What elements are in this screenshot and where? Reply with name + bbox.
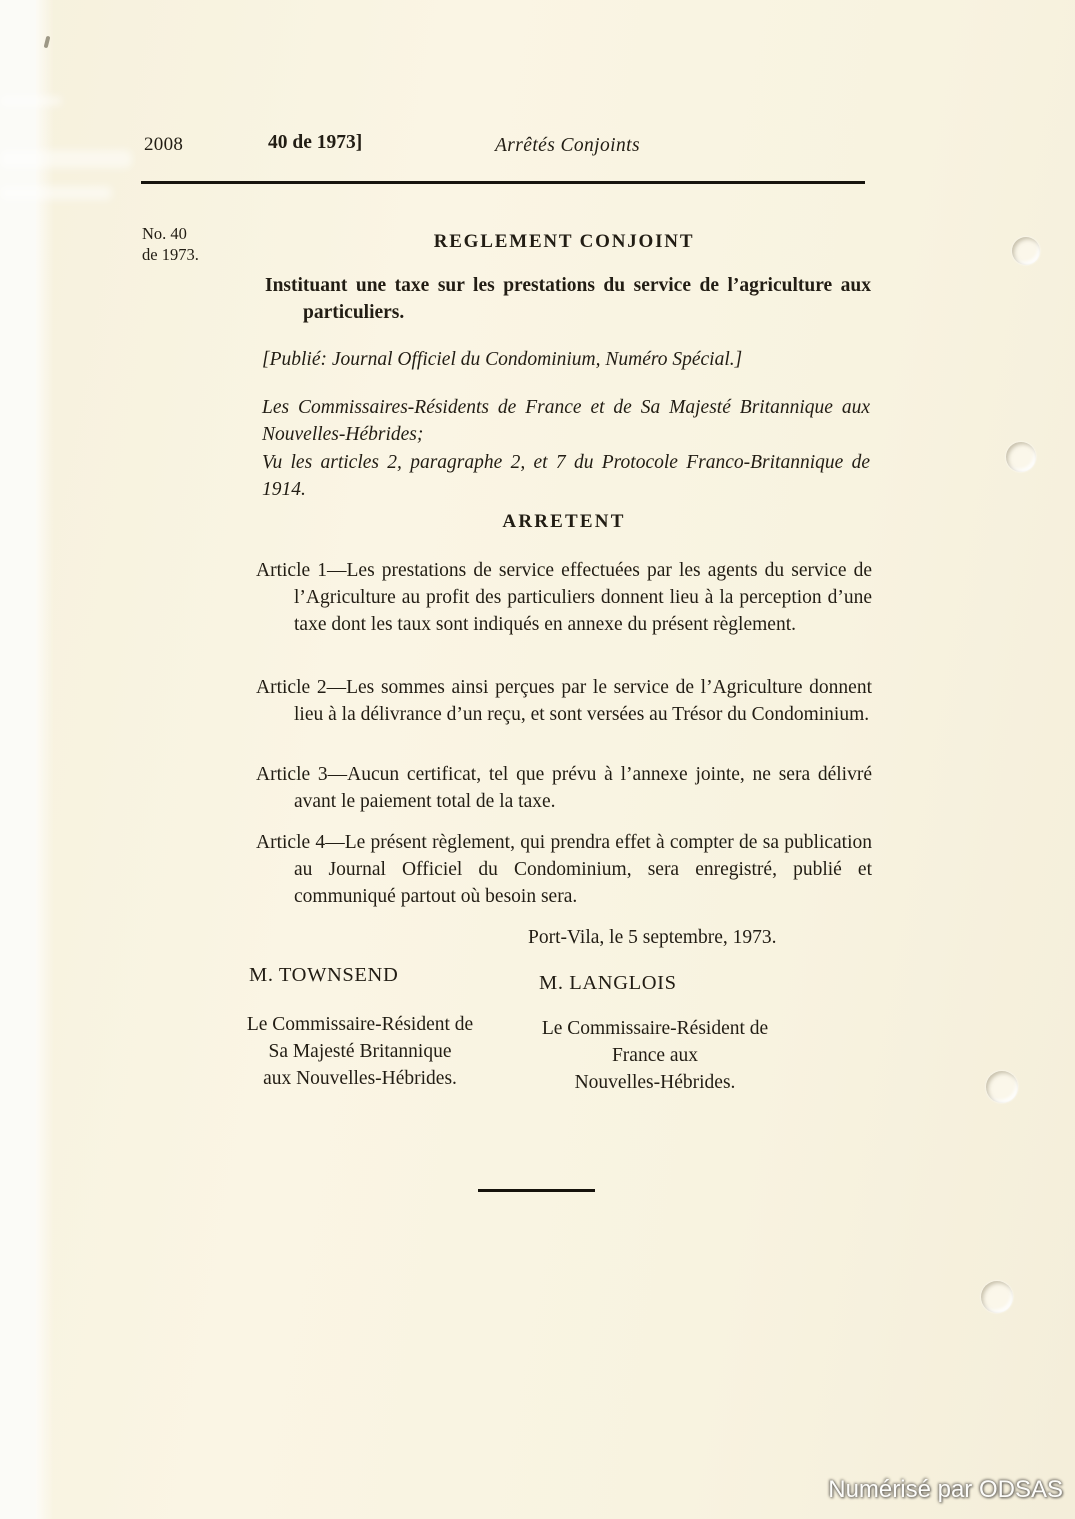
article-label: Article 1 bbox=[256, 560, 327, 581]
end-rule bbox=[478, 1189, 595, 1192]
document-heading: REGLEMENT CONJOINT bbox=[433, 231, 695, 252]
enactment-word: ARRETENT bbox=[502, 511, 626, 532]
signature-title-line: France aux bbox=[611, 1045, 699, 1066]
signature-title-line: aux Nouvelles-Hébrides. bbox=[263, 1068, 457, 1089]
margin-note-line: No. 40 bbox=[142, 224, 187, 243]
document-subject: Instituant une taxe sur les prestations du service de l’agriculture aux particuliers. bbox=[265, 275, 871, 323]
punch-hole bbox=[1006, 442, 1036, 472]
signature-title-french bbox=[512, 1015, 798, 1096]
article-paragraph bbox=[256, 761, 872, 815]
publication-note: [Publié: Journal Officiel du Condominium, Numéro Spécial.] bbox=[262, 349, 743, 370]
signature-title-line: Le Commissaire-Résident de bbox=[246, 1014, 474, 1035]
punch-hole bbox=[986, 1071, 1018, 1103]
article-paragraph bbox=[256, 557, 872, 638]
issue-reference: 40 de 1973] bbox=[268, 132, 363, 153]
signature-title-british bbox=[212, 1011, 508, 1092]
preamble-paragraph: Vu les articles 2, paragraphe 2, et 7 du Protocole Franco-Britannique de 1914. bbox=[262, 452, 870, 500]
article-label: Article 3 bbox=[256, 764, 328, 785]
signature-title-line: Sa Majesté Britannique bbox=[268, 1041, 452, 1062]
scan-streak bbox=[0, 150, 132, 168]
article-text: —Les sommes ainsi perçues par le service de l’Agriculture donnent lieu à la délivrance d’un reçu, et sont versées au Trésor du Condominium. bbox=[294, 677, 872, 725]
punch-hole bbox=[1012, 237, 1040, 265]
article-paragraph bbox=[256, 674, 872, 728]
article-text: —Le présent règlement, qui prendra effet à compter de sa publication au Journal Officiel du Condominium, sera enregistré, publié et communiqué partout où besoin sera. bbox=[294, 832, 873, 907]
article-text: —Les prestations de service effectuées par les agents du service de l’Agriculture au profit des particuliers donnent lieu à la perception d’une taxe dont les taux sont indiqués en annexe du présent règlement. bbox=[294, 560, 872, 635]
article-text: —Aucun certificat, tel que prévu à l’annexe jointe, ne sera délivré avant le paiement total de la taxe. bbox=[294, 764, 872, 812]
running-title: Arrêtés Conjoints bbox=[495, 135, 640, 156]
signature-title-line: Nouvelles-Hébrides. bbox=[574, 1072, 736, 1093]
article-paragraph bbox=[256, 829, 872, 910]
punch-hole bbox=[981, 1281, 1013, 1313]
signature-title-line: Le Commissaire-Résident de bbox=[541, 1018, 769, 1039]
preamble-paragraph: Les Commissaires-Résidents de France et de Sa Majesté Britannique aux Nouvelles-Hébrides; bbox=[262, 397, 870, 445]
article-label: Article 4 bbox=[256, 832, 326, 853]
header-rule bbox=[141, 181, 865, 184]
signature-name-french: M. LANGLOIS bbox=[539, 972, 677, 994]
scan-streak bbox=[0, 186, 112, 200]
scan-watermark: Numérisé par ODSAS bbox=[828, 1476, 1063, 1503]
page-number: 2008 bbox=[144, 134, 184, 155]
scan-edge-blend bbox=[36, 0, 54, 1519]
scan-edge-strip bbox=[0, 0, 36, 1519]
dateline: Port-Vila, le 5 septembre, 1973. bbox=[528, 927, 777, 948]
signature-name-british: M. TOWNSEND bbox=[249, 964, 399, 986]
article-label: Article 2 bbox=[256, 677, 327, 698]
scan-streak bbox=[0, 96, 62, 106]
margin-note-line: de 1973. bbox=[142, 244, 199, 264]
margin-note bbox=[142, 224, 199, 265]
